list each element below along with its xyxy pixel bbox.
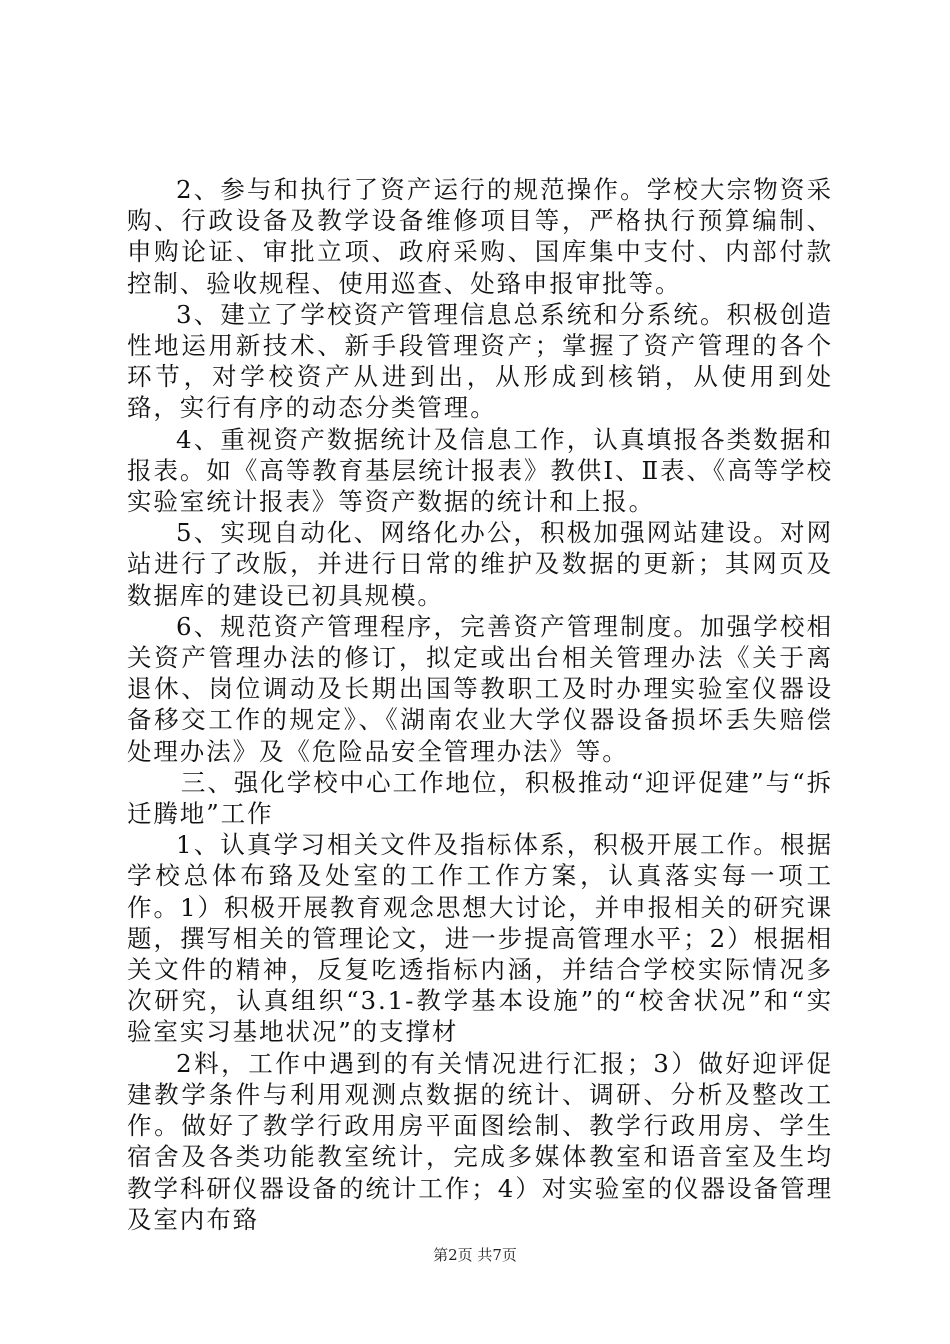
document-body	[127, 174, 833, 1235]
section-heading: 三、强化学校中心工作地位，积极推动“迎评促建”与“拆迁腾地”工作	[127, 767, 833, 829]
paragraph-materials: 2料，工作中遇到的有关情况进行汇报；3）做好迎评促建教学条件与利用观测点数据的统计、调研、分析及整改工作。做好了教学行政用房平面图绘制、教学行政用房、学生宿舍及各类功能教室统计，完成多媒体教室和语音室及生均教学科研仪器设备的统计工作；4）对实验室的仪器设备管理及室内布臵	[127, 1048, 833, 1234]
paragraph-procurement: 2、参与和执行了资产运行的规范操作。学校大宗物资采购、行政设备及教学设备维修项目等，严格执行预算编制、申购论证、审批立项、政府采购、国库集中支付、内部付款控制、验收规程、使用巡查、处臵申报审批等。	[127, 175, 833, 298]
paragraph-statistics: 4、重视资产数据统计及信息工作，认真填报各类数据和报表。如《高等教育基层统计报表》教供Ⅰ、Ⅱ表、《高等学校实验室统计报表》等资产数据的统计和上报。	[127, 424, 833, 517]
page-number-footer: 第2页 共7页	[433, 1246, 517, 1264]
paragraph-regulations: 6、规范资产管理程序，完善资产管理制度。加强学校相关资产管理办法的修订，拟定或出台相关管理办法《关于离退休、岗位调动及长期出国等教职工及时办理实验室仪器设备移交工作的规定》、《湖南农业大学仪器设备损坏丢失赔偿处理办法》及《危险品安全管理办法》等。	[127, 611, 833, 766]
paragraph-info-system: 3、建立了学校资产管理信息总系统和分系统。积极创造性地运用新技术、新手段管理资产；掌握了资产管理的各个环节，对学校资产从进到出，从形成到核销，从使用到处臵，实行有序的动态分类管理。	[127, 299, 833, 423]
paragraph-website: 5、实现自动化、网络化办公，积极加强网站建设。对网站进行了改版，并进行日常的维护及数据的更新；其网页及数据库的建设已初具规模。	[127, 518, 833, 610]
paragraph-study-documents: 1、认真学习相关文件及指标体系，积极开展工作。根据学校总体布臵及处室的工作工作方案，认真落实每一项工作。1）积极开展教育观念思想大讨论，并申报相关的研究课题，撰写相关的管理论文，进一步提高管理水平；2）根据相关文件的精神，反复吃透指标内涵，并结合学校实际情况多次研究，认真组织“3.1-教学基本设施”的“校舍状况”和“实验室实习基地状况”的支撑材	[127, 830, 833, 1047]
